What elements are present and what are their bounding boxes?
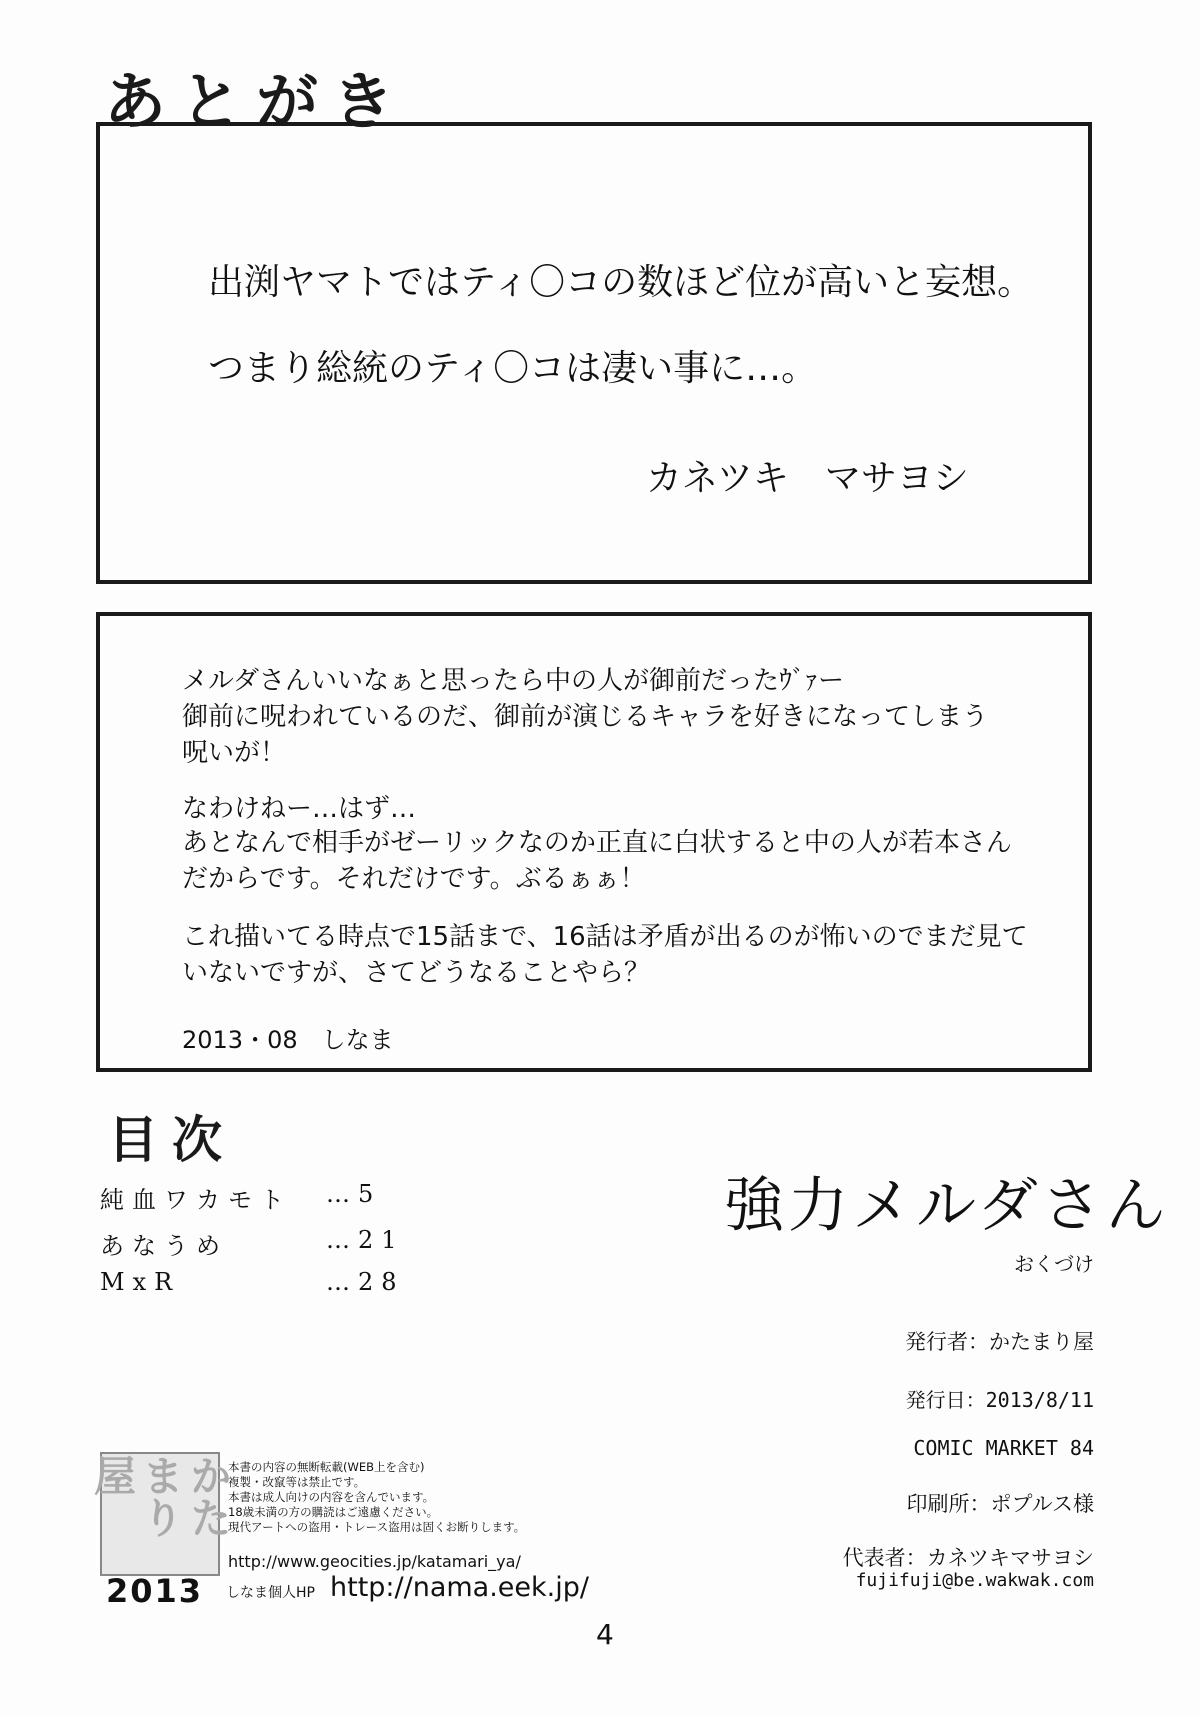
- circle-logo-text: かたまり屋: [88, 1454, 233, 1538]
- toc-page: …5: [326, 1180, 382, 1208]
- colophon-email: fujifuji@be.wakwak.com: [855, 1570, 1094, 1591]
- afterword-line: あとなんで相手がゼーリックなのか正直に白状すると中の人が若本さん: [182, 828, 1012, 858]
- copyright-notice: [228, 1460, 525, 1535]
- circle-logo: [88, 1452, 233, 1576]
- afterword-line: これ描いてる時点で15話まで、16話は矛盾が出るのが怖いのでまだ見て: [182, 922, 1028, 952]
- colophon-publisher: 発行者：かたまり屋: [905, 1330, 1094, 1354]
- notice-line: 現代アートへの盗用・トレース盗用は固くお断りします。: [228, 1520, 526, 1534]
- page-number: 4: [596, 1618, 614, 1651]
- afterword-line: メルダさんいいなぁと思ったら中の人が御前だったｳﾞｧー: [182, 666, 844, 696]
- notice-line: 18歳未満の方の購読はご遠慮ください。: [228, 1505, 439, 1519]
- personal-url: http://nama.eek.jp/: [330, 1572, 589, 1603]
- afterword-line: 御前に呪われているのだ、御前が演じるキャラを好きになってしまう: [182, 702, 989, 732]
- colophon-event: COMIC MARKET 84: [913, 1436, 1094, 1460]
- afterword-box-2: [96, 612, 1092, 1072]
- author-signature: 2013・08 しなま: [182, 1026, 394, 1054]
- toc-page: …21: [326, 1226, 405, 1254]
- afterword-line: 出渕ヤマトではティ〇コの数ほど位が高いと妄想。: [208, 262, 1034, 303]
- toc-title: MxR: [100, 1268, 181, 1296]
- afterword-heading: あとがき: [104, 65, 409, 138]
- author-signature: カネツキ マサヨシ: [646, 458, 969, 499]
- colophon-date: 発行日：2013/8/11: [905, 1388, 1094, 1412]
- toc-title: 純血ワカモト: [100, 1186, 292, 1214]
- toc-page: …28: [326, 1268, 405, 1296]
- notice-line: 複製・改竄等は禁止です。: [228, 1475, 366, 1489]
- toc-item: [100, 1268, 430, 1296]
- toc-item: [100, 1226, 430, 1261]
- personal-hp-label: しなま個人HP: [226, 1585, 315, 1601]
- colophon-representative: 代表者：カネツキマサヨシ: [842, 1546, 1094, 1570]
- circle-logo-year: 2013: [106, 1572, 204, 1610]
- afterword-line: なわけねー…はず…: [182, 794, 417, 824]
- afterword-line: つまり総統のティ〇コは凄い事に…。: [208, 348, 818, 389]
- notice-line: 本書の内容の無断転載(WEB上を含む): [228, 1460, 425, 1474]
- afterword-line: いないですが、さてどうなることやら？: [182, 958, 651, 988]
- colophon-printer: 印刷所：ポプルス様: [906, 1492, 1094, 1516]
- toc-heading: 目次: [108, 1110, 236, 1169]
- circle-url: http://www.geocities.jp/katamari_ya/: [228, 1552, 521, 1571]
- colophon-subtitle: おくづけ: [1014, 1252, 1094, 1276]
- afterword-line: 呪いが！: [182, 738, 287, 768]
- toc-title: あなうめ: [100, 1232, 228, 1260]
- afterword-line: だからです。それだけです。ぶるぁぁ！: [182, 864, 646, 894]
- afterword-box-1: [96, 122, 1092, 584]
- book-title: 強力メルダさん: [724, 1171, 1170, 1241]
- toc-item: [100, 1180, 430, 1215]
- notice-line: 本書は成人向けの内容を含んでいます。: [228, 1490, 435, 1504]
